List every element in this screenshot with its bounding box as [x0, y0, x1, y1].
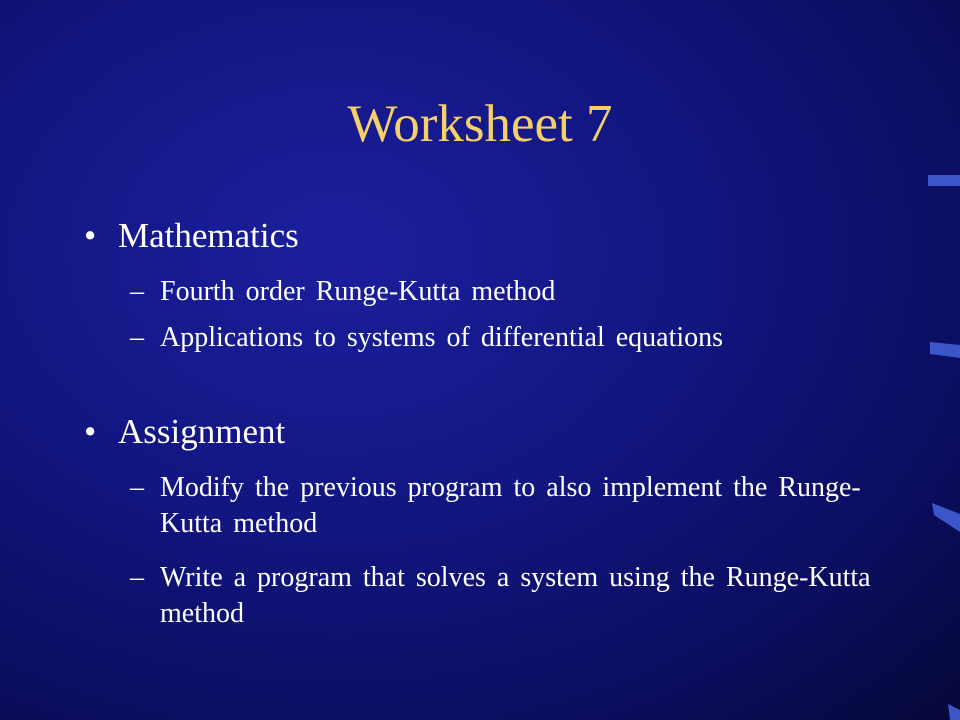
bullet-label: Mathematics — [118, 216, 299, 255]
edge-mark — [928, 175, 960, 186]
bullet-icon: • — [84, 216, 97, 255]
dash-icon: – — [130, 472, 144, 503]
sub-bullet-text: Fourth order Runge-Kutta method — [160, 276, 556, 307]
sub-bullet-text: Applications to systems of differential equations — [160, 322, 724, 353]
bullet-icon: • — [84, 412, 97, 451]
sub-bullet-text: Modify the previous program to also implement the Runge-Kutta method — [160, 472, 861, 539]
dash-icon: – — [130, 562, 144, 593]
bullet-label: Assignment — [118, 412, 286, 451]
dash-icon: – — [130, 276, 144, 307]
edge-mark — [932, 503, 960, 532]
edge-mark — [948, 704, 960, 720]
slide-title: Worksheet 7 — [347, 95, 613, 153]
edge-mark — [930, 342, 960, 358]
dash-icon: – — [130, 322, 144, 353]
sub-bullet-text: Write a program that solves a system using the Runge-Kutta method — [160, 562, 871, 629]
